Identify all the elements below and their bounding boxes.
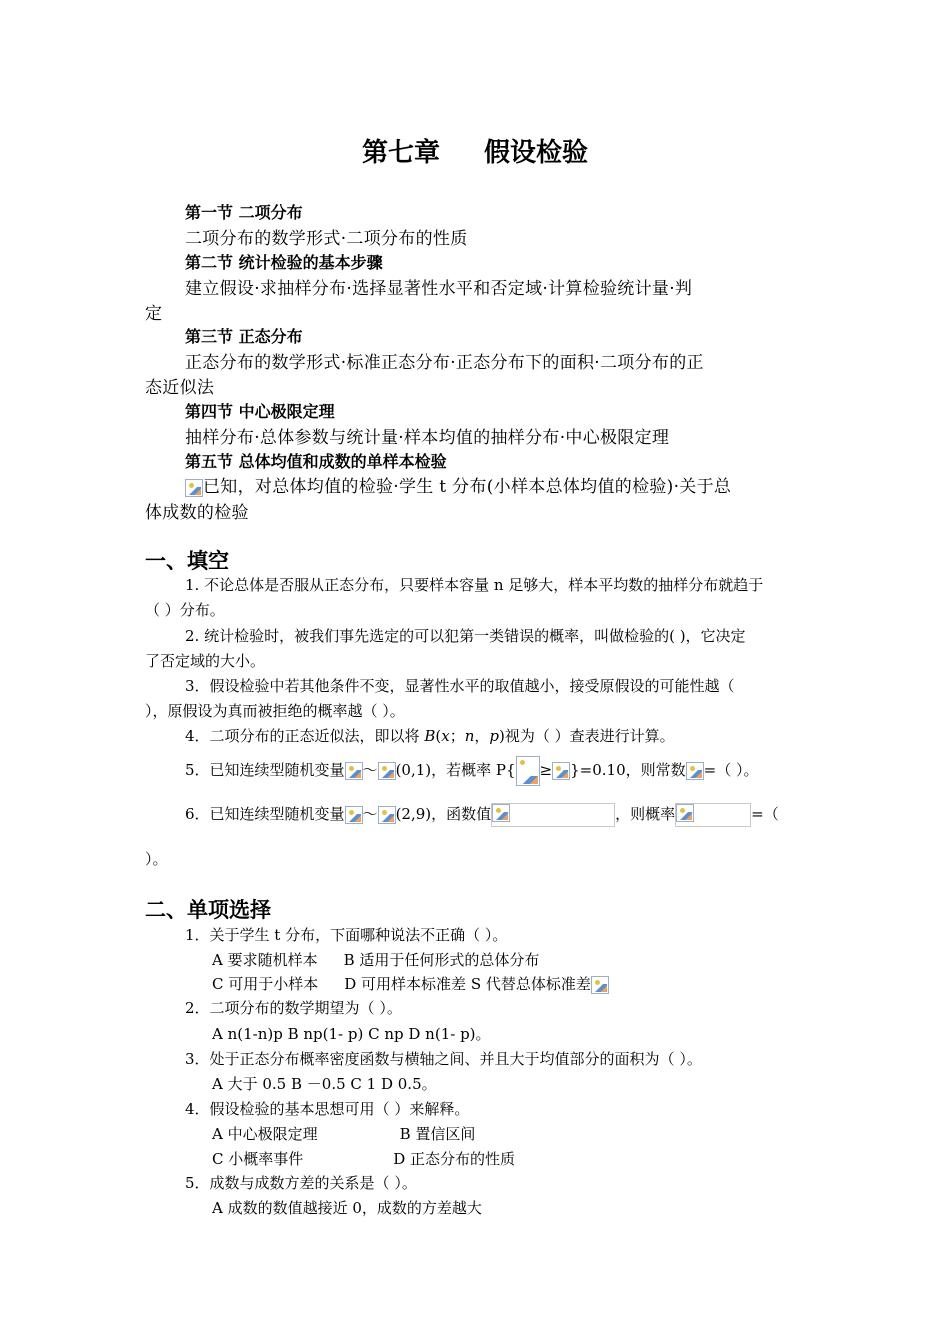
fill-q6: 6．已知连续型随机变量 ～ (2,9)，函数值 ，则概率 =（: [185, 803, 850, 827]
formula-image-icon: [345, 762, 363, 780]
single-choice-heading: 二、单项选择: [145, 898, 271, 922]
formula-box: [491, 803, 615, 827]
section-heading-2: 第二节 统计检验的基本步骤: [185, 253, 383, 272]
formula-image-icon: [552, 762, 570, 780]
section-heading-1: 第一节 二项分布: [185, 203, 303, 222]
choice-q4-options-cd: C 小概率事件 D 正态分布的性质: [212, 1150, 516, 1168]
fill-blank-heading: 一、填空: [145, 549, 229, 573]
section-summary-5-cont: 体成数的检验: [145, 503, 249, 523]
section-heading-4: 第四节 中心极限定理: [185, 402, 335, 421]
fill-q6-cont: ）。: [145, 850, 168, 868]
choice-q5: 5．成数与成数方差的关系是（ ）。: [185, 1174, 417, 1192]
chapter-name: 假设检验: [484, 138, 589, 168]
choice-q2-options: A n(1-n)p B np(1- p) C np D n(1- p)。: [212, 1025, 491, 1043]
section-heading-3: 第三节 正态分布: [185, 327, 303, 346]
chapter-title: [0, 132, 950, 169]
choice-q3-options: A 大于 0.5 B －0.5 C 1 D 0.5。: [212, 1075, 437, 1093]
fill-q4: 4．二项分布的正态近似法，即以将 B(x；n，p)视为（ ）查表进行计算。: [185, 727, 675, 745]
section-summary-4: 抽样分布·总体参数与统计量·样本均值的抽样分布·中心极限定理: [185, 428, 670, 448]
fill-q2-cont: 了否定域的大小。: [145, 652, 266, 670]
choice-q5-option-a: A 成数的数值越接近 0，成数的方差越大: [212, 1199, 482, 1217]
formula-image-icon: [378, 762, 396, 780]
choice-q4-options-ab: A 中心极限定理 B 置信区间: [212, 1125, 476, 1143]
formula-box: [675, 803, 751, 827]
fill-q1-cont: （ ）分布。: [145, 601, 225, 619]
section-heading-5: 第五节 总体均值和成数的单样本检验: [185, 452, 447, 471]
choice-q1-options-cd: C 可用于小样本 D 可用样本标准差 S 代替总体标准差: [212, 973, 877, 994]
chapter-number: 第七章: [361, 138, 440, 168]
choice-q4: 4．假设检验的基本思想可用（ ）来解释。: [185, 1100, 470, 1118]
fill-q3-cont: ），原假设为真而被拒绝的概率越（ ）。: [145, 702, 405, 720]
section-summary-3-cont: 态近似法: [145, 378, 215, 398]
formula-image-icon: [185, 479, 203, 497]
formula-image-icon: [676, 804, 694, 822]
section-summary-1: 二项分布的数学形式·二项分布的性质: [185, 229, 468, 249]
choice-q1-options-ab: A 要求随机样本 B 适用于任何形式的总体分布: [212, 951, 540, 969]
fill-q5: 5．已知连续型随机变量 ～ (0,1)，若概率 P{ ≥ }=0.10，则常数 =（ ）。: [185, 756, 850, 786]
fill-q2: 2. 统计检验时，被我们事先选定的可以犯第一类错误的概率，叫做检验的( )，它决定: [185, 627, 746, 645]
choice-q1: 1．关于学生 t 分布，下面哪种说法不正确（ ）。: [185, 926, 508, 944]
formula-image-icon: [591, 976, 609, 994]
section-summary-2: 建立假设·求抽样分布·选择显著性水平和否定域·计算检验统计量·判: [185, 279, 693, 299]
choice-q2: 2．二项分布的数学期望为（ ）。: [185, 999, 402, 1017]
section-summary-5: 已知，对总体均值的检验·学生 t 分布(小样本总体均值的检验)·关于总: [185, 472, 850, 497]
formula-image-icon: [686, 762, 704, 780]
formula-image-icon: [345, 806, 363, 824]
formula-image-icon: [378, 806, 396, 824]
fill-q3: 3．假设检验中若其他条件不变，显著性水平的取值越小，接受原假设的可能性越（: [185, 677, 735, 695]
choice-q3: 3．处于正态分布概率密度函数与横轴之间、并且大于均值部分的面积为（ ）。: [185, 1050, 702, 1068]
formula-image-icon: [516, 756, 540, 786]
formula-image-icon: [492, 804, 510, 822]
fill-q1: 1. 不论总体是否服从正态分布，只要样本容量 n 足够大，样本平均数的抽样分布就趋于: [185, 576, 764, 594]
section-summary-2-cont: 定: [145, 304, 163, 324]
section-summary-3: 正态分布的数学形式·标准正态分布·正态分布下的面积·二项分布的正: [185, 353, 704, 373]
